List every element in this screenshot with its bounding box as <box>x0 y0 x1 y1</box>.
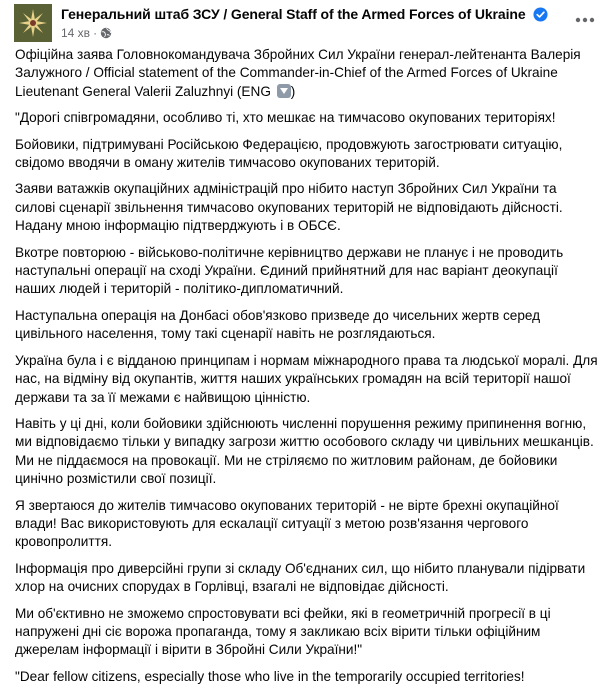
meta-separator: · <box>93 26 98 40</box>
globe-icon <box>100 27 112 39</box>
more-options-button[interactable] <box>567 2 603 38</box>
post-paragraph: Вкотре повторюю - військово-політичне керівництво держави не планує і не проводить наступальні операції на сході України. Єдиний прийнятний для нас варіант деокупації наших людей і територій - політико-дипломатичний. <box>15 244 564 297</box>
page-avatar[interactable] <box>14 4 52 42</box>
page-name-link[interactable]: Генеральний штаб ЗСУ / General Staff of the Armed Forces of Ukraine <box>61 6 526 22</box>
intro-suffix: ) <box>290 83 296 99</box>
post-meta <box>61 26 112 40</box>
post-paragraph: Інформація про диверсійні групи зі складу Об'єднаних сил, що нібито планували підірвати хлор на очисних спорудах в Горлівці, взагалі не відповідає дійсності. <box>15 560 586 595</box>
post-paragraph: Наступальна операція на Донбасі обов'язково призведе до чисельних жертв серед цивільного населення, тому такі сценарії навіть не розглядаються. <box>15 307 541 342</box>
post-paragraph-intro <box>15 46 600 101</box>
post-timestamp[interactable]: 14 хв <box>61 26 91 40</box>
post-header <box>0 0 613 44</box>
armed-forces-emblem-icon <box>14 4 52 42</box>
down-arrow-emoji-icon <box>277 84 291 98</box>
verified-badge-icon <box>533 7 548 22</box>
post-paragraph: "Дорогі співгромадяни, особливо ті, хто мешкає на тимчасово окупованих територіях! <box>15 110 556 126</box>
page-name-row <box>61 6 548 22</box>
post-paragraph: "Dear fellow citizens, especially those who live in the temporarily occupied territories! <box>15 668 525 684</box>
post-paragraph: Я звертаюся до жителів тимчасово окупованих територій - не вірте брехні окупаційної влади! Вас використовують для ескалації ситуації з метою розв'язання чергового кровопролиття. <box>15 497 559 550</box>
more-horizontal-icon <box>575 17 595 23</box>
intro-text: Офіційна заява Головнокомандувача Збройних Сил України генерал-лейтенанта Валерія Залужного / Official statement of the Commander-in-Chief of the Armed Forces of Ukraine Lieutenant General Valerii Zaluzhnyi (ENG <box>15 47 581 99</box>
post-paragraph: Навіть у ці дні, коли бойовики здійснюють численні порушення режиму припинення вогню, ми відповідаємо тільки у випадку загрози життю особового складу чи цивільних мешканців. Ми не піддаємося на провокації. Ми не стріляємо по житловим районам, де бойовики цинічно розмістили свої позиції. <box>15 415 594 487</box>
post-paragraph: Ми об'єктивно не зможемо спростовувати всі фейки, які в геометричній прогресії в ці напружені дні сіє ворожа пропаганда, тому я закликаю всіх вірити тільки офіційним джерелам інформації і вірити в Збройні Сили України!" <box>15 605 551 658</box>
post-content <box>15 46 600 694</box>
post-paragraph: Україна була і є відданою принципам і нормам міжнародного права та людської моралі. Для нас, на відміну від окупантів, життя наших українських громадян на всій території нашої держави та за її межами є найвищою цінністю. <box>15 352 598 405</box>
post-paragraph: Заяви ватажків окупаційних адміністрацій про нібито наступ Збройних Сил України та силові сценарії звільнення тимчасово окупованих територій не відповідають дійсності. Надану мною інформацію підтверджують і в ОБСЄ. <box>15 181 563 234</box>
post-paragraph: Бойовики, підтримувані Російською Федерацією, продовжують загострювати ситуацію, свідомо вводячи в оману жителів тимчасово окупованих територій. <box>15 136 563 171</box>
